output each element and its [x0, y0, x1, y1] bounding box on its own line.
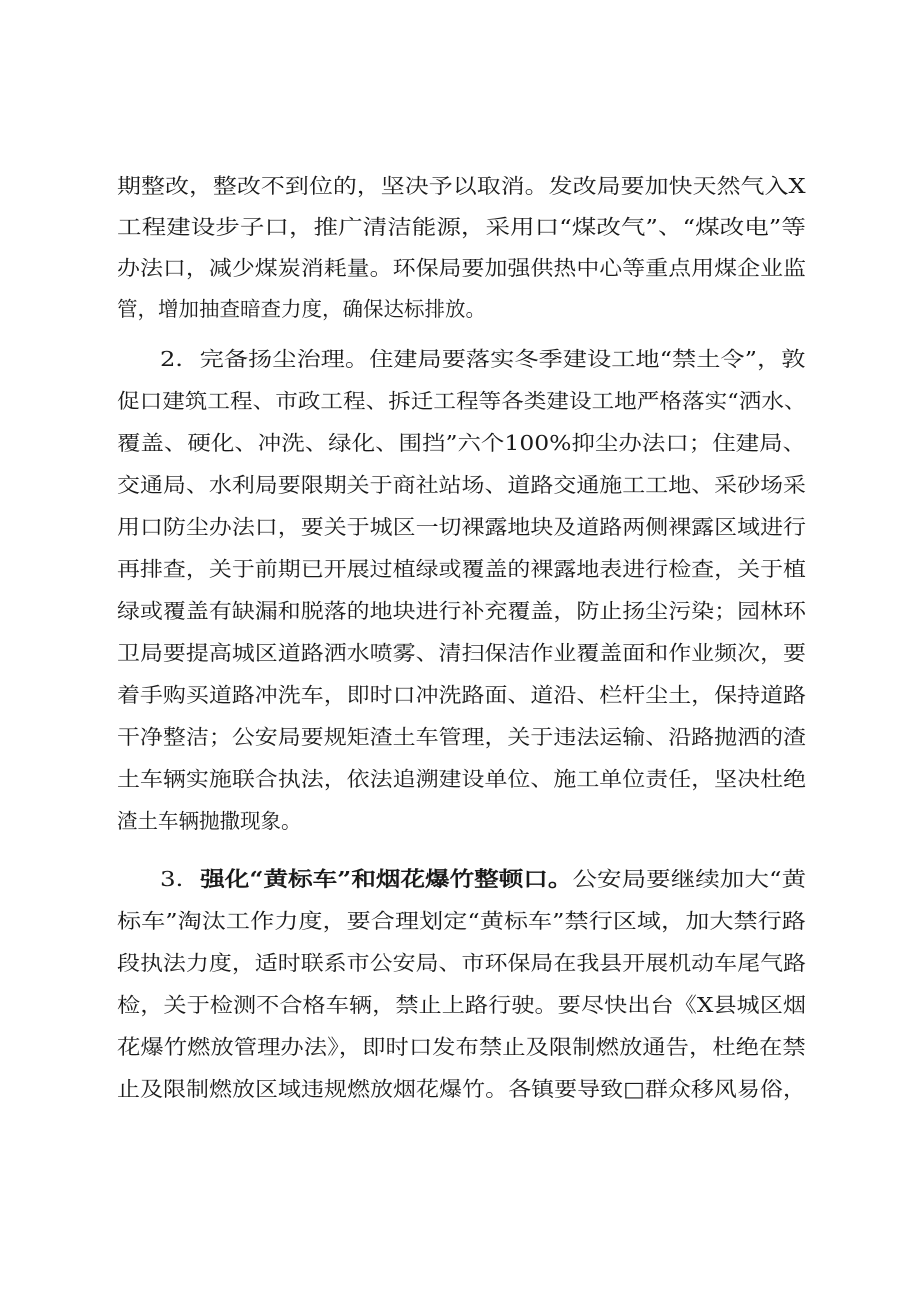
- text-line: 标车”淘汰工作力度，要合理划定“黄标车”禁行区域，加大禁行路: [117, 909, 806, 933]
- text-run: 公安局要继续加大“黄: [572, 867, 807, 891]
- text-line: 卫局要提高城区道路洒水喷雾、清扫保洁作业覆盖面和作业频次，要: [117, 641, 806, 665]
- text-line: 工程建设步子口，推广清洁能源，采用口“煤改气”、“煤改电”等: [117, 215, 806, 239]
- text-line: 交通局、水利局要限期关于商社站场、道路交通施工工地、采砂场采: [117, 473, 806, 497]
- text-line: 促口建筑工程、市政工程、拆迁工程等各类建设工地严格落实“洒水、: [117, 389, 807, 413]
- text-line: 绿或覆盖有缺漏和脱落的地块进行补充覆盖，防止扬尘污染；园林环: [117, 599, 806, 623]
- text-line: 着手购买道路冲洗车，即时口冲洗路面、道沿、栏杆尘土，保持道路: [117, 683, 806, 707]
- text-line: 段执法力度，适时联系市公安局、市环保局在我县开展机动车尾气路: [117, 951, 806, 975]
- paragraph-first-line: [160, 339, 805, 379]
- text-line: 干净整洁；公安局要规矩渣土车管理，关于违法运输、沿路抛洒的渣: [117, 725, 806, 749]
- text-line: 渣土车辆抛撒现象。: [117, 809, 302, 833]
- text-line: 管，增加抽查暗查力度，确保达标排放。: [117, 297, 486, 321]
- paragraph-first-line: [160, 859, 806, 899]
- text-line: 止及限制燃放区域违规燃放烟花爆竹。各镇要导致□群众移风易俗，: [117, 1077, 806, 1101]
- text-line: 用口防尘办法口，要关于城区一切裸露地块及道路两侧裸露区域进行: [117, 515, 806, 539]
- text-line: 花爆竹燃放管理办法》，即时口发布禁止及限制燃放通告，杜绝在禁: [117, 1035, 806, 1059]
- text-line: 覆盖、硬化、冲洗、绿化、围挡”六个100%抑尘办法口；住建局、: [117, 431, 807, 455]
- list-number: 2．: [160, 347, 200, 371]
- text-line: 期整改，整改不到位的，坚决予以取消。发改局要加快天然气入X: [117, 174, 806, 198]
- list-number: 3．: [160, 867, 201, 891]
- paragraph-heading: 强化“黄标车”和烟花爆竹整顿口。: [200, 867, 573, 891]
- text-line: 办法口，减少煤炭消耗量。环保局要加强供热中心等重点用煤企业监: [117, 256, 806, 280]
- text-line: 土车辆实施联合执法，依法追溯建设单位、施工单位责任，坚决杜绝: [117, 767, 806, 791]
- text-run: 完备扬尘治理。住建局要落实冬季建设工地“禁土令”，敦: [199, 347, 806, 371]
- text-line: 检，关于检测不合格车辆，禁止上路行驶。要尽快出台《X县城区烟: [117, 993, 807, 1017]
- text-line: 再排查，关于前期已开展过植绿或覆盖的裸露地表进行检查，关于植: [117, 557, 806, 581]
